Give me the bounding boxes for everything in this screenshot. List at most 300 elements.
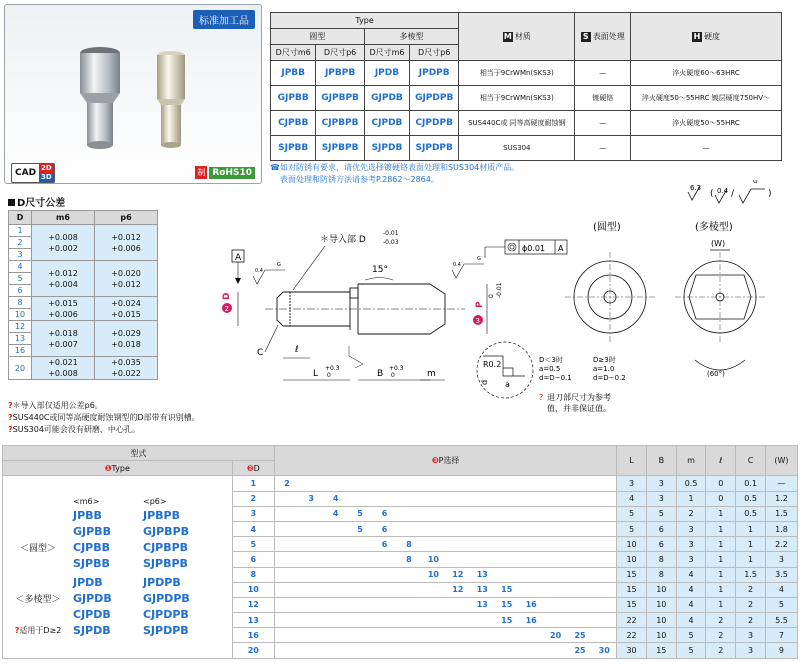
dim-l-cell: 1	[706, 506, 736, 521]
poly-view-label: (多棱型)	[695, 222, 733, 233]
dim-B-cell: 5	[646, 506, 676, 521]
dim-l-cell: 2	[706, 628, 736, 643]
p-empty-cell	[568, 597, 592, 612]
cad-2d-label[interactable]: 2D	[41, 164, 52, 172]
dim-m-cell: 2	[676, 506, 706, 521]
p-empty-cell	[421, 506, 445, 521]
p-empty-cell	[299, 537, 323, 552]
d-tolerance-title: D尺寸公差	[8, 194, 65, 209]
dim-L-cell: 10	[617, 552, 647, 567]
type-code[interactable]: SJPBPB	[143, 557, 188, 570]
d-col-header: ❷D	[232, 461, 275, 476]
type-table-row	[271, 61, 782, 86]
tolerance-d-cell: 10	[9, 309, 32, 321]
dim-l-cell: 1	[706, 521, 736, 536]
dim-C-cell: 2	[736, 582, 766, 597]
p-empty-cell	[397, 521, 421, 536]
p-empty-cell	[446, 643, 470, 658]
product-photo-panel	[4, 4, 262, 184]
tolerance-row	[9, 321, 158, 333]
dim-C-cell: 1	[736, 521, 766, 536]
dim-L-cell: 10	[617, 537, 647, 552]
rohs-badge: RoHS10	[209, 167, 255, 179]
p-empty-cell	[323, 643, 347, 658]
dim-l-cell: 1	[706, 567, 736, 582]
p-empty-cell	[568, 506, 592, 521]
p-empty-cell	[592, 521, 616, 536]
svg-text:0.4: 0.4	[717, 187, 729, 195]
dim-C-cell: 3	[736, 628, 766, 643]
p-empty-cell	[275, 552, 299, 567]
p-empty-cell	[323, 628, 347, 643]
p-option-cell[interactable]: 6	[372, 506, 396, 521]
type-header: Type	[271, 13, 459, 29]
d-value-cell[interactable]: 4	[232, 521, 275, 536]
p-empty-cell	[397, 506, 421, 521]
undercut-detail	[477, 342, 533, 398]
d-value-cell[interactable]: 5	[232, 537, 275, 552]
p-empty-cell	[348, 567, 372, 582]
hardness-cell: 淬火硬度50～55HRC	[630, 111, 781, 136]
p-empty-cell	[421, 521, 445, 536]
p-empty-cell	[348, 552, 372, 567]
svg-text:): )	[768, 189, 772, 199]
p-option-cell[interactable]: 13	[470, 567, 494, 582]
round-end-view	[565, 252, 655, 342]
tolerance-m6-cell: +0.021 +0.008	[32, 357, 95, 380]
dim-B-cell: 8	[646, 552, 676, 567]
dim-L-cell: 15	[617, 567, 647, 582]
m-label: m	[427, 369, 436, 379]
tolerance-d-cell: 8	[9, 297, 32, 309]
d-value-cell[interactable]: 6	[232, 552, 275, 567]
p-empty-cell	[397, 476, 421, 491]
ref-note-icon: ?	[539, 393, 544, 402]
p-empty-cell	[519, 491, 543, 506]
p-empty-cell	[519, 628, 543, 643]
dim-C-cell: 0.5	[736, 506, 766, 521]
poly-note: ?适用于D≥2	[14, 626, 62, 635]
type-code-cell[interactable]: CJPBPB	[316, 111, 364, 136]
cad-badge[interactable]	[11, 163, 55, 183]
type-code[interactable]: GJPDPB	[143, 592, 190, 605]
compliance-badges	[195, 166, 255, 179]
svg-text:-0.01: -0.01	[496, 282, 503, 298]
type-code[interactable]: SJPBB	[73, 557, 110, 570]
angle-15-label: 15°	[372, 265, 388, 275]
p-option-cell[interactable]: 13	[470, 597, 494, 612]
hardness-cell: —	[630, 136, 781, 161]
dim-L-cell: 22	[617, 628, 647, 643]
model-header: 型式	[3, 446, 275, 461]
ref-note-1: 退刀部尺寸为参考	[547, 393, 611, 402]
tolerance-d-cell: 20	[9, 357, 32, 380]
d-value-cell[interactable]: 1	[232, 476, 275, 491]
material-header: M 材质	[459, 13, 575, 61]
selection-table	[2, 445, 798, 659]
p-empty-cell	[372, 643, 396, 658]
dim-m-cell: 5	[676, 628, 706, 643]
svg-text:+0.3: +0.3	[325, 365, 340, 372]
p-empty-cell	[592, 552, 616, 567]
p-empty-cell	[421, 582, 445, 597]
p-empty-cell	[323, 552, 347, 567]
p6-label: <p6>	[143, 497, 167, 506]
p-option-cell[interactable]: 16	[519, 597, 543, 612]
type-table-row	[271, 86, 782, 111]
p-empty-cell	[299, 628, 323, 643]
d-value-cell[interactable]: 20	[232, 643, 275, 658]
p-empty-cell	[323, 567, 347, 582]
tolerance-d-cell: 4	[9, 261, 32, 273]
dim-m-cell: 3	[676, 537, 706, 552]
svg-text:G: G	[477, 256, 481, 262]
type-code-cell[interactable]: JPDB	[364, 61, 409, 86]
p-empty-cell	[299, 567, 323, 582]
type-code-cell[interactable]: CJPDB	[364, 111, 409, 136]
c-label: C	[257, 348, 264, 358]
dim-m-cell: 4	[676, 582, 706, 597]
round-group-label: ＜圆型＞	[19, 544, 56, 554]
svg-text:(: (	[710, 189, 714, 199]
tolerance-d-cell: 3	[9, 249, 32, 261]
p-empty-cell	[397, 582, 421, 597]
m6-label: <m6>	[73, 497, 100, 506]
dim-m-cell: 3	[676, 521, 706, 536]
svg-text:0: 0	[327, 372, 331, 379]
tolerance-m6-cell: +0.012 +0.004	[32, 261, 95, 297]
p-empty-cell	[592, 628, 616, 643]
p-empty-cell	[568, 521, 592, 536]
dim-C-cell: 2	[736, 597, 766, 612]
p-option-cell[interactable]: 6	[372, 521, 396, 536]
type-note-line-2[interactable]: 表面处理和防锈方法请参考P.2862～2864。	[280, 175, 439, 184]
type-code-cell[interactable]: GJPBPB	[316, 86, 364, 111]
tolerance-p6-cell: +0.024 +0.015	[95, 297, 158, 321]
p-empty-cell	[543, 643, 567, 658]
p-empty-cell	[275, 506, 299, 521]
note-item: ?SUS440C或同等高硬度耐蚀钢型的D部带有识别槽。	[8, 413, 200, 422]
surface-cell: 镀硬铬	[575, 86, 631, 111]
p-empty-cell	[372, 476, 396, 491]
d-value-cell[interactable]: 8	[232, 567, 275, 582]
type-code[interactable]: CJPBB	[73, 541, 110, 554]
type-code[interactable]: JPDPB	[143, 576, 181, 589]
dim-m-cell: 4	[676, 567, 706, 582]
col-C: C	[736, 446, 766, 476]
p-option-cell[interactable]: 12	[446, 582, 470, 597]
p-empty-cell	[299, 582, 323, 597]
type-code[interactable]: CJPDB	[73, 608, 111, 621]
dim-l-cell: 2	[706, 643, 736, 658]
type-code[interactable]: GJPBPB	[143, 525, 190, 538]
svg-text:0.4: 0.4	[453, 262, 461, 268]
dim-C-cell: 1.5	[736, 567, 766, 582]
p-empty-cell	[519, 643, 543, 658]
ell-label: ℓ	[295, 345, 299, 355]
p-empty-cell	[323, 537, 347, 552]
p-empty-cell	[495, 628, 519, 643]
type-code[interactable]: GJPBB	[73, 525, 111, 538]
p-option-cell[interactable]: 16	[519, 613, 543, 628]
dim-L-cell: 4	[617, 491, 647, 506]
p-empty-cell	[470, 537, 494, 552]
dim-l-cell: 0	[706, 491, 736, 506]
p-option-cell[interactable]: 12	[446, 567, 470, 582]
type-code[interactable]: JPBPB	[143, 509, 180, 522]
material-cell: SUS304	[459, 136, 575, 161]
dim-W-cell: 2.2	[765, 537, 797, 552]
p-empty-cell	[470, 613, 494, 628]
tol-col-m6: m6	[32, 211, 95, 225]
dim-C-cell: 1	[736, 537, 766, 552]
p-option-cell[interactable]: 4	[323, 506, 347, 521]
material-cell: 相当于9CrWMn(SKS3)	[459, 61, 575, 86]
dim-B-cell: 10	[646, 582, 676, 597]
p-option-cell[interactable]: 15	[495, 597, 519, 612]
svg-text:A: A	[558, 244, 564, 253]
tolerance-d-cell: 13	[9, 333, 32, 345]
p-empty-cell	[348, 491, 372, 506]
p-option-cell[interactable]: 5	[348, 506, 372, 521]
type-code-cell[interactable]: SJPBPB	[316, 136, 364, 161]
p-option-cell[interactable]: 2	[275, 476, 299, 491]
type-material-table	[270, 12, 782, 161]
dim-W-cell: 5	[765, 597, 797, 612]
dim-W-cell: 3.5	[765, 567, 797, 582]
svg-text:3: 3	[475, 317, 480, 325]
d-value-cell[interactable]: 12	[232, 597, 275, 612]
p-empty-cell	[446, 506, 470, 521]
p-empty-cell	[421, 643, 445, 658]
p-option-cell[interactable]: 5	[348, 521, 372, 536]
cad-3d-label[interactable]: 3D	[41, 173, 52, 181]
p-option-cell[interactable]: 8	[397, 552, 421, 567]
p-empty-cell	[275, 628, 299, 643]
roughness-symbol	[688, 180, 772, 203]
type-table-row	[271, 111, 782, 136]
p-empty-cell	[446, 597, 470, 612]
w-label: (W)	[711, 239, 726, 248]
dim-B-cell: 10	[646, 628, 676, 643]
d-value-cell[interactable]: 16	[232, 628, 275, 643]
p-empty-cell	[421, 628, 445, 643]
angle-60-label: (60°)	[707, 370, 725, 378]
p-empty-cell	[568, 582, 592, 597]
p-empty-cell	[275, 643, 299, 658]
poly-end-view	[675, 250, 765, 370]
p-empty-cell	[568, 552, 592, 567]
col-m: m	[676, 446, 706, 476]
tolerance-row	[9, 225, 158, 237]
p-option-cell[interactable]: 8	[397, 537, 421, 552]
p-empty-cell	[348, 628, 372, 643]
p-option-cell[interactable]: 4	[323, 491, 347, 506]
p-option-cell[interactable]: 6	[372, 537, 396, 552]
p-option-cell[interactable]: 10	[421, 552, 445, 567]
round-view-label: (圆型)	[593, 222, 621, 233]
svg-text:a: a	[505, 380, 510, 389]
tolerance-row	[9, 357, 158, 380]
svg-text:G: G	[277, 262, 281, 268]
p-empty-cell	[543, 582, 567, 597]
p-option-cell[interactable]: 25	[568, 643, 592, 658]
p-empty-cell	[397, 597, 421, 612]
dim-B-cell: 6	[646, 521, 676, 536]
tolerance-d-cell: 6	[9, 285, 32, 297]
p-empty-cell	[543, 521, 567, 536]
type-code-cell[interactable]: GJPDPB	[410, 86, 459, 111]
svg-text:d: d	[480, 379, 489, 385]
b-label: B	[377, 369, 384, 379]
p-option-cell[interactable]: 10	[421, 567, 445, 582]
type-code-cell[interactable]: GJPDB	[364, 86, 409, 111]
tol-col-p6: p6	[95, 211, 158, 225]
type-code-cell[interactable]: JPDPB	[410, 61, 459, 86]
p-empty-cell	[519, 567, 543, 582]
tolerance-d-cell: 12	[9, 321, 32, 333]
svg-text:0: 0	[391, 372, 395, 379]
type-code[interactable]: GJPDB	[73, 592, 112, 605]
d-value-cell[interactable]: 13	[232, 613, 275, 628]
svg-text:0.4: 0.4	[255, 268, 263, 274]
p-empty-cell	[299, 506, 323, 521]
p-option-cell[interactable]: 3	[299, 491, 323, 506]
type-code-cell[interactable]: CJPDPB	[410, 111, 459, 136]
type-code[interactable]: SJPDB	[73, 624, 111, 637]
p-empty-cell	[323, 582, 347, 597]
type-code[interactable]: JPBB	[73, 509, 102, 522]
svg-text:6.3: 6.3	[690, 184, 702, 192]
flatness-value: ϕ0.01	[522, 244, 546, 253]
p-empty-cell	[592, 567, 616, 582]
p-option-cell[interactable]: 30	[592, 643, 616, 658]
dim-m-cell: 3	[676, 552, 706, 567]
technical-drawing	[165, 180, 795, 442]
p-empty-cell	[323, 476, 347, 491]
dim-L-cell: 15	[617, 582, 647, 597]
p-empty-cell	[543, 552, 567, 567]
datum-a: A	[235, 253, 242, 263]
material-cell: 相当于9CrWMn(SKS3)	[459, 86, 575, 111]
p-empty-cell	[543, 476, 567, 491]
p-empty-cell	[275, 491, 299, 506]
type-code-cell[interactable]: CJPBB	[271, 111, 316, 136]
p-empty-cell	[421, 537, 445, 552]
dim-B-cell: 3	[646, 476, 676, 491]
type-code[interactable]: SJPDPB	[143, 624, 189, 637]
type-col-header: ❶Type	[3, 461, 233, 476]
p-empty-cell	[446, 537, 470, 552]
tolerance-m6-cell: +0.008 +0.002	[32, 225, 95, 261]
dim-B-cell: 6	[646, 537, 676, 552]
hardness-cell: 淬火硬度60～63HRC	[630, 61, 781, 86]
svg-text:+0.3: +0.3	[389, 365, 404, 372]
type-code[interactable]: JPDB	[73, 576, 103, 589]
svg-text:/: /	[731, 189, 735, 199]
p-empty-cell	[275, 521, 299, 536]
r02-label: R0.2	[483, 360, 502, 369]
p-empty-cell	[470, 476, 494, 491]
type-code[interactable]: CJPDPB	[143, 608, 189, 621]
dim-m-cell: 4	[676, 597, 706, 612]
d-value-cell[interactable]: 3	[232, 506, 275, 521]
d-value-cell[interactable]: 10	[232, 582, 275, 597]
p-option-cell[interactable]: 20	[543, 628, 567, 643]
p-empty-cell	[348, 597, 372, 612]
dim-L-cell: 22	[617, 613, 647, 628]
dim-C-cell: 0.5	[736, 491, 766, 506]
p-empty-cell	[568, 476, 592, 491]
p-empty-cell	[446, 521, 470, 536]
p-empty-cell	[592, 597, 616, 612]
p-empty-cell	[421, 476, 445, 491]
lead-in-label: ＊导入部 D	[320, 235, 366, 245]
p-empty-cell	[299, 552, 323, 567]
p-empty-cell	[519, 537, 543, 552]
type-code-cell[interactable]: SJPDPB	[410, 136, 459, 161]
p-option-cell[interactable]: 13	[470, 582, 494, 597]
surface-cell: —	[575, 61, 631, 86]
material-icon: M	[503, 32, 512, 41]
p-empty-cell	[446, 613, 470, 628]
type-code-cell[interactable]: JPBPB	[316, 61, 364, 86]
d-value-cell[interactable]: 2	[232, 491, 275, 506]
type-code-cell[interactable]: JPBB	[271, 61, 316, 86]
p-option-cell[interactable]: 15	[495, 582, 519, 597]
svg-text:0: 0	[488, 294, 495, 298]
type-code-cell[interactable]: SJPBB	[271, 136, 316, 161]
p-empty-cell	[275, 567, 299, 582]
type-code-cell[interactable]: SJPDB	[364, 136, 409, 161]
p-empty-cell	[495, 552, 519, 567]
p-empty-cell	[397, 643, 421, 658]
dim-L-cell: 5	[617, 506, 647, 521]
p-label: P	[475, 301, 485, 308]
p-empty-cell	[299, 521, 323, 536]
p-option-cell[interactable]: 15	[495, 613, 519, 628]
l-label: L	[313, 369, 319, 379]
tol-col-d: D	[9, 211, 32, 225]
p-empty-cell	[592, 491, 616, 506]
poly-type-header: 多棱型	[364, 29, 458, 45]
p-option-cell[interactable]: 25	[568, 628, 592, 643]
note-item: ?＊导入部仅适用公差p6。	[8, 401, 103, 410]
dim-C-cell: 0.1	[736, 476, 766, 491]
product-image	[65, 41, 215, 156]
p-empty-cell	[495, 506, 519, 521]
type-code[interactable]: CJPBPB	[143, 541, 189, 554]
type-code-cell[interactable]: GJPBB	[271, 86, 316, 111]
p-empty-cell	[275, 582, 299, 597]
p-empty-cell	[592, 476, 616, 491]
svg-text:-0.03: -0.03	[383, 239, 399, 246]
p-empty-cell	[543, 597, 567, 612]
cad-label: CAD	[15, 168, 37, 178]
p-empty-cell	[470, 521, 494, 536]
dim-W-cell: 5.5	[765, 613, 797, 628]
p-empty-cell	[323, 613, 347, 628]
col-dm6: D尺寸m6	[271, 45, 316, 61]
p-empty-cell	[372, 597, 396, 612]
p-empty-cell	[446, 628, 470, 643]
dim-W-cell: 7	[765, 628, 797, 643]
surface-cell: —	[575, 136, 631, 161]
svg-text:-0.01: -0.01	[383, 230, 399, 237]
p-empty-cell	[495, 491, 519, 506]
dim-W-cell: —	[765, 476, 797, 491]
tolerance-d-cell: 16	[9, 345, 32, 357]
